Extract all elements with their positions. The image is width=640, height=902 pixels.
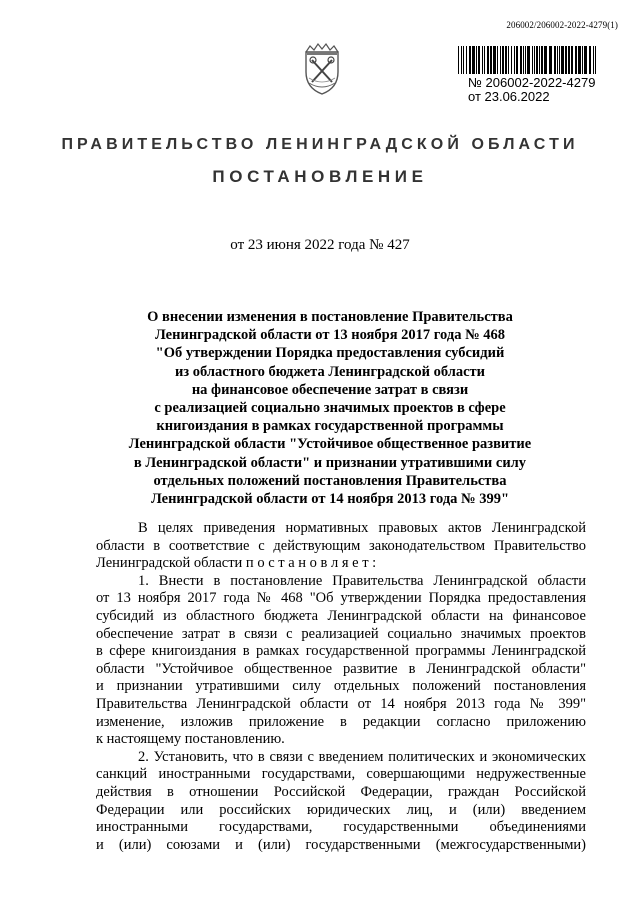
body-line: к настоящему постановлению. bbox=[96, 731, 285, 748]
body-line: в сфере книгоиздания в рамках государственной программы Ленинградской bbox=[96, 643, 586, 660]
body-line: области "Устойчивое общественное развитие в Ленинградской области" bbox=[96, 660, 586, 677]
registration-info bbox=[468, 76, 595, 104]
title-line: в Ленинградской области" и признании утратившими силу bbox=[133, 454, 527, 471]
barcode-bar bbox=[554, 46, 556, 74]
title-line: отдельных положений постановления Правительства bbox=[153, 472, 507, 489]
body-line: Правительства Ленинградской области от 14 ноября 2013 года № 399" bbox=[96, 695, 586, 712]
barcode-bar bbox=[539, 46, 540, 74]
barcode-bar bbox=[561, 46, 564, 74]
body-line: и (или) союзами и (или) государственными (межгосударственными) bbox=[96, 836, 586, 853]
body-line: и признании утратившими силу отдельных положений постановления bbox=[96, 678, 586, 695]
barcode-bar bbox=[508, 46, 509, 74]
barcode-bar bbox=[500, 46, 501, 74]
title-line: Ленинградской области от 13 ноября 2017 года № 468 bbox=[154, 327, 506, 344]
body-line: субсидий из областного бюджета Ленинградской области на финансовое bbox=[96, 607, 586, 624]
registration-date: от 23.06.2022 bbox=[468, 89, 550, 104]
body-line: Ленинградской области п о с т а н о в л я е т : bbox=[96, 555, 377, 572]
title-line: О внесении изменения в постановление Правительства bbox=[147, 309, 513, 325]
barcode-bar bbox=[575, 46, 577, 74]
barcode-bar bbox=[549, 46, 552, 74]
body-line: изменение, изложив приложение в редакции согласно приложению bbox=[96, 713, 586, 730]
barcode-bar bbox=[466, 46, 467, 74]
coat-of-arms-icon bbox=[297, 38, 347, 96]
barcode-bar bbox=[565, 46, 567, 74]
barcode-bar bbox=[469, 46, 471, 74]
barcode-bar bbox=[514, 46, 515, 74]
barcode-bar bbox=[595, 46, 596, 74]
document-date: от 23 июня 2022 года № 427 bbox=[230, 237, 410, 253]
barcode-bar bbox=[544, 46, 547, 74]
barcode-bar bbox=[484, 46, 485, 74]
barcode-bar bbox=[571, 46, 573, 74]
body-line: иностранными государствами, государственными объединениями bbox=[96, 819, 586, 836]
body-line: обеспечение затрат в связи с реализацией социально значимых проектов bbox=[96, 625, 586, 642]
barcode-bar bbox=[493, 46, 496, 74]
barcode-bar bbox=[490, 46, 492, 74]
body-line: действия в отношении Российской Федерации, граждан Российской bbox=[96, 783, 586, 800]
title-line: Ленинградской области от 14 ноября 2013 года № 399" bbox=[150, 491, 510, 508]
barcode-bar bbox=[487, 46, 489, 74]
document-id: 206002/206002-2022-4279(1) bbox=[506, 20, 618, 30]
barcode-bar bbox=[578, 46, 581, 74]
body-line: 1. Внести в постановление Правительства Ленинградской области bbox=[138, 572, 586, 589]
barcode-bar bbox=[461, 46, 462, 74]
barcode-bar bbox=[472, 46, 475, 74]
barcode-bar bbox=[511, 46, 512, 74]
barcode bbox=[458, 46, 598, 74]
document-body bbox=[96, 520, 586, 854]
barcode-bar bbox=[532, 46, 533, 74]
barcode-bar bbox=[482, 46, 483, 74]
barcode-bar bbox=[589, 46, 591, 74]
barcode-bar bbox=[541, 46, 543, 74]
title-line: "Об утверждении Порядка предоставления субсидий bbox=[155, 345, 505, 362]
title-line: книгоиздания в рамках государственной программы bbox=[156, 418, 504, 435]
barcode-bar bbox=[559, 46, 560, 74]
body-line: от 13 ноября 2017 года № 468 "Об утверждении Порядка предоставления bbox=[96, 590, 586, 607]
barcode-bar bbox=[463, 46, 464, 74]
title-line: из областного бюджета Ленинградской области bbox=[174, 363, 486, 380]
barcode-bar bbox=[476, 46, 477, 74]
barcode-bar bbox=[497, 46, 498, 74]
document-type: ПОСТАНОВЛЕНИЕ bbox=[212, 167, 428, 186]
barcode-bar bbox=[584, 46, 587, 74]
barcode-bar bbox=[458, 46, 459, 74]
body-line: Федерации или российских юридических лиц, и (или) введением bbox=[96, 801, 586, 818]
barcode-bar bbox=[525, 46, 526, 74]
body-line: 2. Установить, что в связи с введением политических и экономических bbox=[138, 748, 586, 765]
barcode-bar bbox=[593, 46, 594, 74]
document-title bbox=[100, 308, 560, 508]
registration-number: № 206002-2022-4279 bbox=[468, 75, 596, 90]
barcode-bar bbox=[505, 46, 507, 74]
title-line: с реализацией социально значимых проектов в сфере bbox=[154, 400, 506, 417]
barcode-bar bbox=[502, 46, 504, 74]
body-line: санкций иностранными государствами, совершающими недружественные bbox=[96, 766, 586, 783]
barcode-bar bbox=[523, 46, 524, 74]
body-line: области в соответствие с действующим законодательством Правительство bbox=[96, 537, 586, 554]
barcode-bar bbox=[568, 46, 570, 74]
title-line: на финансовое обеспечение затрат в связи bbox=[191, 381, 469, 398]
barcode-bar bbox=[520, 46, 522, 74]
barcode-bar bbox=[582, 46, 583, 74]
barcode-bar bbox=[478, 46, 480, 74]
barcode-bar bbox=[516, 46, 518, 74]
barcode-bar bbox=[534, 46, 535, 74]
barcode-bar bbox=[557, 46, 558, 74]
title-line: Ленинградской области "Устойчивое общественное развитие bbox=[128, 436, 532, 453]
government-name: ПРАВИТЕЛЬСТВО ЛЕНИНГРАДСКОЙ ОБЛАСТИ bbox=[61, 136, 579, 153]
barcode-bar bbox=[527, 46, 530, 74]
barcode-bar bbox=[536, 46, 538, 74]
body-line: В целях приведения нормативных правовых актов Ленинградской bbox=[138, 520, 586, 536]
